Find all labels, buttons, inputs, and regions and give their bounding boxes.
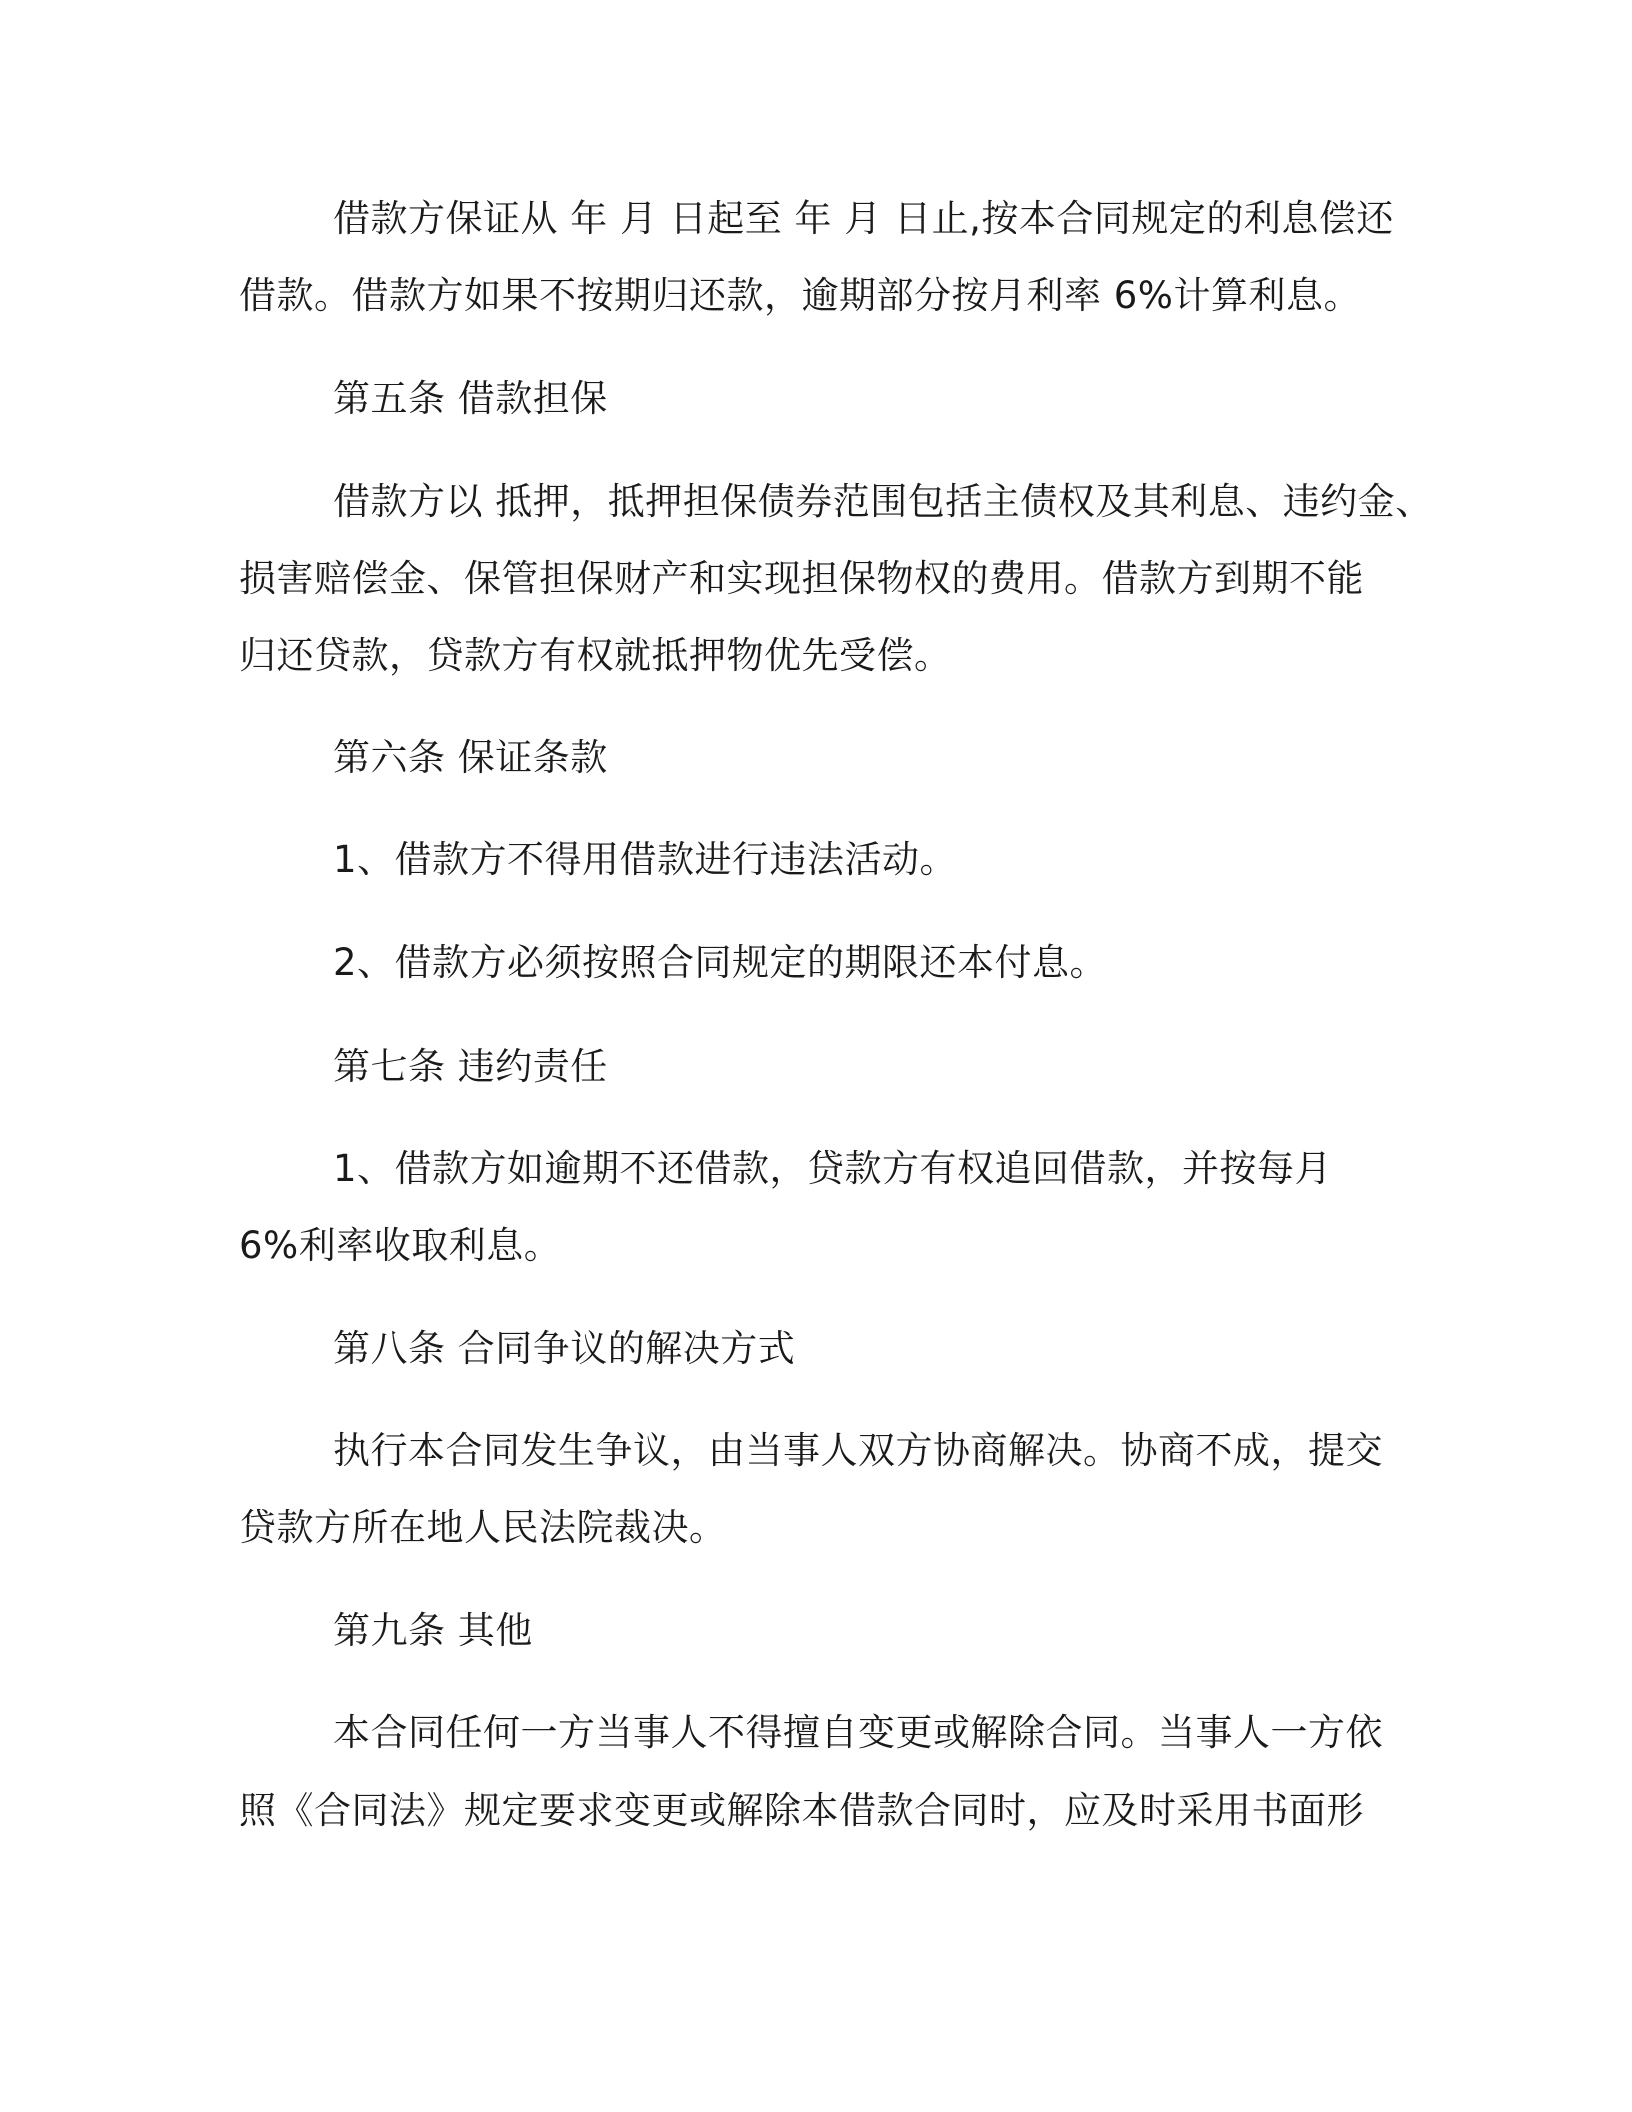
paragraph-guarantee-line-3: 归还贷款，贷款方有权就抵押物优先受偿。	[239, 634, 952, 677]
paragraph-dispute-line-2: 贷款方所在地人民法院裁决。	[239, 1506, 727, 1549]
clause-7-item-1-line-2: 6%利率收取利息。	[239, 1224, 562, 1267]
paragraph-other-line-2: 照《合同法》规定要求变更或解除本借款合同时，应及时采用书面形	[239, 1789, 1364, 1832]
paragraph-guarantee-line-2: 损害赔偿金、保管担保财产和实现担保物权的费用。借款方到期不能	[239, 557, 1364, 600]
article-5-heading: 第五条 借款担保	[333, 377, 608, 420]
article-7-heading: 第七条 违约责任	[333, 1045, 608, 1088]
clause-6-item-2: 2、借款方必须按照合同规定的期限还本付息。	[333, 941, 1108, 984]
paragraph-other-line-1: 本合同任何一方当事人不得擅自变更或解除合同。当事人一方依	[333, 1711, 1383, 1754]
paragraph-dispute-line-1: 执行本合同发生争议，由当事人双方协商解决。协商不成，提交	[333, 1429, 1383, 1472]
article-6-heading: 第六条 保证条款	[333, 736, 608, 779]
article-8-heading: 第八条 合同争议的解决方式	[333, 1327, 796, 1370]
article-9-heading: 第九条 其他	[333, 1609, 533, 1652]
paragraph-repayment-line-2: 借款。借款方如果不按期归还款，逾期部分按月利率 6%计算利息。	[239, 274, 1361, 317]
paragraph-repayment-line-1: 借款方保证从 年 月 日起至 年 月 日止,按本合同规定的利息偿还	[333, 197, 1394, 240]
paragraph-guarantee-line-1: 借款方以 抵押，抵押担保债券范围包括主债权及其利息、违约金、	[333, 480, 1433, 523]
clause-7-item-1-line-1: 1、借款方如逾期不还借款，贷款方有权追回借款，并按每月	[333, 1147, 1333, 1190]
clause-6-item-1: 1、借款方不得用借款进行违法活动。	[333, 838, 958, 881]
